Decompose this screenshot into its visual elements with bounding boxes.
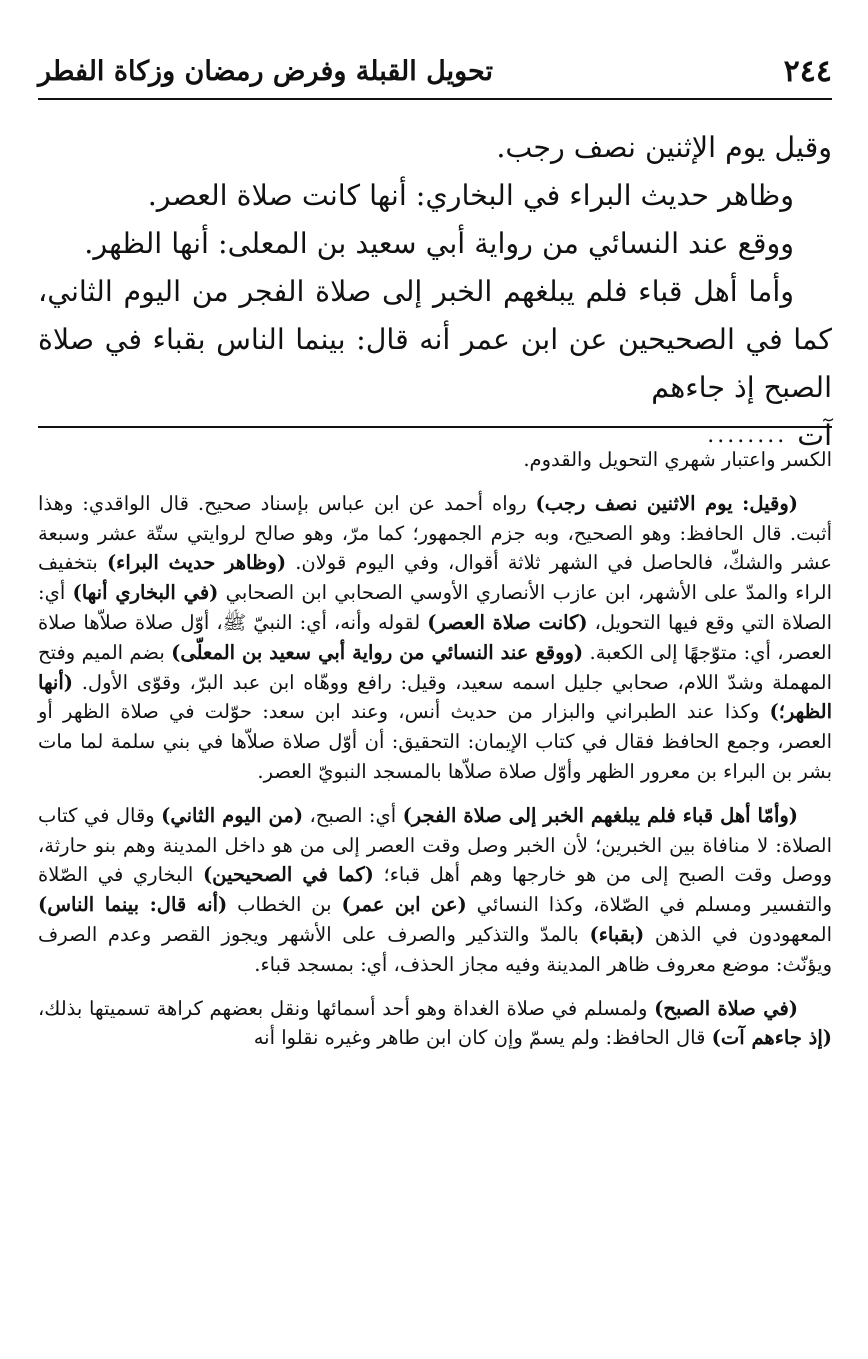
main-text [38, 124, 832, 460]
continuation-dots: ........ [707, 423, 788, 448]
commentary-text: بتخفيف الراء والمدّ على الأشهر، ابن عازب الأنصاري الأوسي الصحابي ابن الصحابي [38, 551, 833, 605]
commentary-paragraph-4 [38, 994, 832, 1054]
matn-paragraph-4: وأما أهل قباء فلم يبلغهم الخبر إلى صلاة الفجر من اليوم الثاني، كما في الصحيحين عن ابن عمر أنه قال: بينما الناس بقباء في صلاة الصبح إذ جاءهم [38, 275, 832, 404]
commentary-text: بالمدّ والتذكير والصرف على الأشهر ويجوز القصر وعدم الصرف ويؤنّث: موضع معروف ظاهر المدينة وفيه مجاز الحذف، أي: بمسجد قباء. [38, 922, 832, 976]
commentary-text: قال الحافظ: ولم يسمّ وإن كان ابن طاهر وغيره نقلوا أنه [253, 1026, 712, 1050]
quoted-phrase: (وقيل: يوم الاثنين نصف رجب) [535, 491, 798, 515]
commentary-paragraph-2 [38, 489, 832, 787]
page-header [38, 44, 832, 100]
matn-paragraph-3: ووقع عند النسائي من رواية أبي سعيد بن المعلى: أنها الظهر. [84, 227, 794, 260]
commentary-text: وقال في كتاب الصلاة: لا منافاة بين الخبرين؛ لأن الخبر وصل وقت العصر إلى من هو داخل المدينة وهم بنو حارثة، ووصل وقت الصبح إلى من هو خارجها وهم أهل قباء؛ [38, 803, 832, 887]
commentary-text: ولمسلم في صلاة الغداة وهو أحد أسمائها ونقل بعضهم كراهة تسميتها بذلك، [38, 996, 655, 1020]
quoted-phrase: (عن ابن عمر) [341, 893, 467, 917]
commentary-text: لقوله وأنه، أي: النبيّ ﷺ، أوّل صلاة صلاّها صلاة العصر، أي: متوّجهًا إلى الكعبة. [38, 610, 833, 664]
commentary-text: وكذا عند الطبراني والبزار من حديث أنس، وعند ابن سعد: حوّلت في صلاة الظهر أو العصر، وجمع الحافظ فقال في كتاب الإيمان: التحقيق: أن أوّل صلاة صلاّها في بني سلمة لما مات بشر بن البراء بن معرور الظهر وأوّل صلاة صلاّها بالمسجد النبويّ العصر. [38, 700, 832, 783]
quoted-phrase: (وأمّا أهل قباء فلم يبلغهم الخبر إلى صلاة الفجر) [402, 803, 799, 827]
section-divider [38, 426, 832, 428]
quoted-phrase: (في صلاة الصبح) [654, 996, 798, 1020]
quoted-phrase: (كانت صلاة العصر) [427, 610, 588, 634]
quoted-phrase: (إذ جاءهم آت) [711, 1026, 832, 1050]
running-title: تحويل القبلة وفرض رمضان وزكاة الفطر [38, 55, 493, 87]
commentary-paragraph-3 [38, 801, 832, 980]
commentary-text: المعهودون في الذهن [644, 922, 832, 946]
matn-paragraph-1: وقيل يوم الإثنين نصف رجب. [496, 131, 832, 164]
matn-last-word: آت [797, 419, 832, 452]
commentary-text: بن الخطاب [227, 893, 342, 917]
matn-paragraph-2: وظاهر حديث البراء في البخاري: أنها كانت صلاة العصر. [147, 179, 794, 212]
quoted-phrase: (أنه قال: بينما الناس) [38, 893, 228, 917]
page-number: ٢٤٤ [783, 53, 832, 89]
commentary-text: بضم الميم وفتح المهملة وشدّ اللام، صحابي جليل اسمه سعيد، وقيل: رافع ووهّاه ابن عبد البرّ، وقوّى الأول. [38, 640, 832, 694]
commentary-text: البخاري في الصّلاة والتفسير ومسلم في الصّلاة، وكذا النسائي [38, 863, 832, 917]
commentary [38, 445, 832, 1053]
commentary-text: رواه أحمد عن ابن عباس بإسناد صحيح. قال الواقدي: وهذا أثبت. قال الحافظ: وهو الصحيح، وبه جزم الجمهور؛ كما مرّ، وهو صالح لروايتي ستّة عشر وسبعة عشر والشكّ، فالحاصل في الشهر ثلاثة أقوال، وفي اليوم قولان. [38, 491, 832, 575]
commentary-text: أي: الصبح، [303, 803, 403, 827]
quoted-phrase: (بقباء) [589, 922, 645, 946]
quoted-phrase: (وظاهر حديث البراء) [106, 551, 287, 575]
commentary-text: أي: الصلاة التي وقع فيها التحويل، [38, 581, 832, 634]
quoted-phrase: (ووقع عند النسائي من رواية أبي سعيد بن المعلّى) [171, 640, 584, 664]
quoted-phrase: (في البخاري أنها) [72, 581, 219, 605]
quoted-phrase: (أنها الظهر؛) [38, 670, 832, 724]
commentary-paragraph-1: الكسر واعتبار شهري التحويل والقدوم. [523, 448, 832, 471]
quoted-phrase: (من اليوم الثاني) [161, 803, 304, 827]
quoted-phrase: (كما في الصحيحين) [202, 863, 374, 887]
